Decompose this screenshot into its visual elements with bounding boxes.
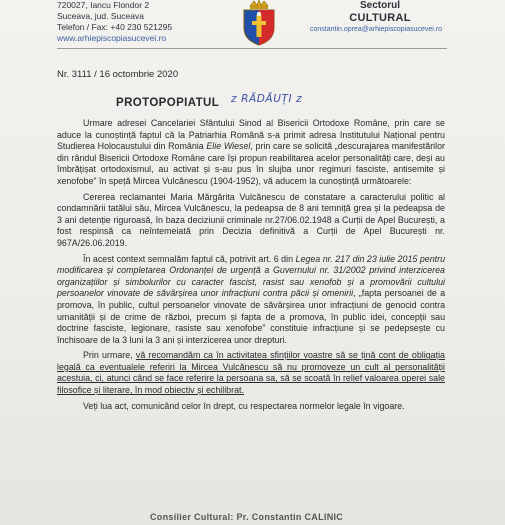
address-city: Suceava, jud. Suceava	[57, 11, 144, 21]
signature-line: Consilier Cultural: Pr. Constantin CALINIC	[150, 512, 344, 522]
email-link[interactable]: constantin.oprea@arhiepiscopiasucevei.ro	[309, 26, 442, 33]
phone-fax: Telefon / Fax: +40 230 521295	[57, 22, 173, 32]
address-street: 720027, Iancu Flondor 2	[57, 0, 150, 10]
paragraph-3: În acest context semnalăm faptul că, potrivit art. 6 din Legea nr. 217 din 23 iulie 2015 pentru modificarea și completarea Ordonanței de urgență a Guvernului nr. 31/2002 privind interzicerea organizațiilor și simbolurilor cu caracter fascist, rasist sau xenofob și a promovării cultului persoanelor vinovate de săvârșirea unor infracțiuni contra păcii și omenirii, „fapta persoanei de a promova, în public, cultul persoanelor vinovate de săvârșirea unor infracțiuni de genocid contra umanității și de crime de război, precum și fapta de a promova, în public idei, concepții sau doctrine fasciste, legionare, rasiste sau xenofobe” constituie infracțiune și se pedepsește cu închisoare de la 3 luni la 3 ani și interzicerea unor drepturi.	[57, 253, 445, 345]
document-reference: Nr. 3111 / 16 octombrie 2020	[57, 69, 179, 80]
addressee: PROTOPOPIATUL	[116, 97, 220, 109]
paragraph-1: Urmare adresei Cancelariei Sfântului Sinod al Bisericii Ortodoxe Române, prin care se aduce la cunoștință faptul că la Patriarhia Română s-a primit adresa Institutului Național pentru Studierea Holocaustului din România Elie Wiesel, prin care se solicită „descurajarea manifestărilor din rândul Bisericii Ortodoxe Române care își propun reabilitarea acelor personalități care, deși au îmbrățișat ortodoxismul, au activat și s-au pus în slujba unor regimuri fasciste, antisemite și xenofobe” în speță Mircea Vulcănescu (1904-1952), vă aducem la cunoștință următoarele:	[57, 118, 445, 186]
website-link[interactable]: www.arhiepiscopiasucevei.ro	[57, 33, 167, 43]
sector-name: CULTURAL	[349, 12, 411, 24]
department-block	[309, 0, 445, 35]
sender-address-block	[57, 0, 172, 44]
paragraph-5: Veți lua act, comunicând celor în drept, cu respectarea normelor legale în vigoare.	[83, 400, 405, 411]
archdiocese-coat-of-arms-icon	[241, 0, 277, 46]
letter-body	[57, 118, 445, 416]
sector-label: Sectorul	[359, 0, 400, 11]
addressee-handwritten: z RĂDĂUȚI z	[231, 93, 303, 105]
paragraph-2: Cererea reclamantei Maria Mărgărita Vulcănescu de constatare a caracterului politic al condamnării tatălui său, Mircea Vulcănescu, la pedeapsa de 8 ani temniță grea și la pedeapsa de 3 ani detenție riguroasă, în baza deciziunii criminale nr.27/06.02.1948 a Curții de Apel București, a fost respinsă ca neîntemeiată prin Decizia definitivă a Curții de Apel București nr. 967A/26.06.2019.	[57, 191, 445, 248]
header-divider	[57, 48, 447, 49]
handwritten-parish: RĂDĂUȚI	[241, 93, 293, 105]
paragraph-4: Prin urmare, vă recomandăm ca în activitatea sfințiilor voastre să se țină cont de obligația legală ca eventualele referiri la Mircea Vulcănescu să nu promoveze un cult al personalității acestuia, ci, atunci când se face referire la persoana sa, să se scoată în relief valoarea operei sale filosofice și literare, în mod obiectiv și echilibrat.	[57, 350, 445, 396]
